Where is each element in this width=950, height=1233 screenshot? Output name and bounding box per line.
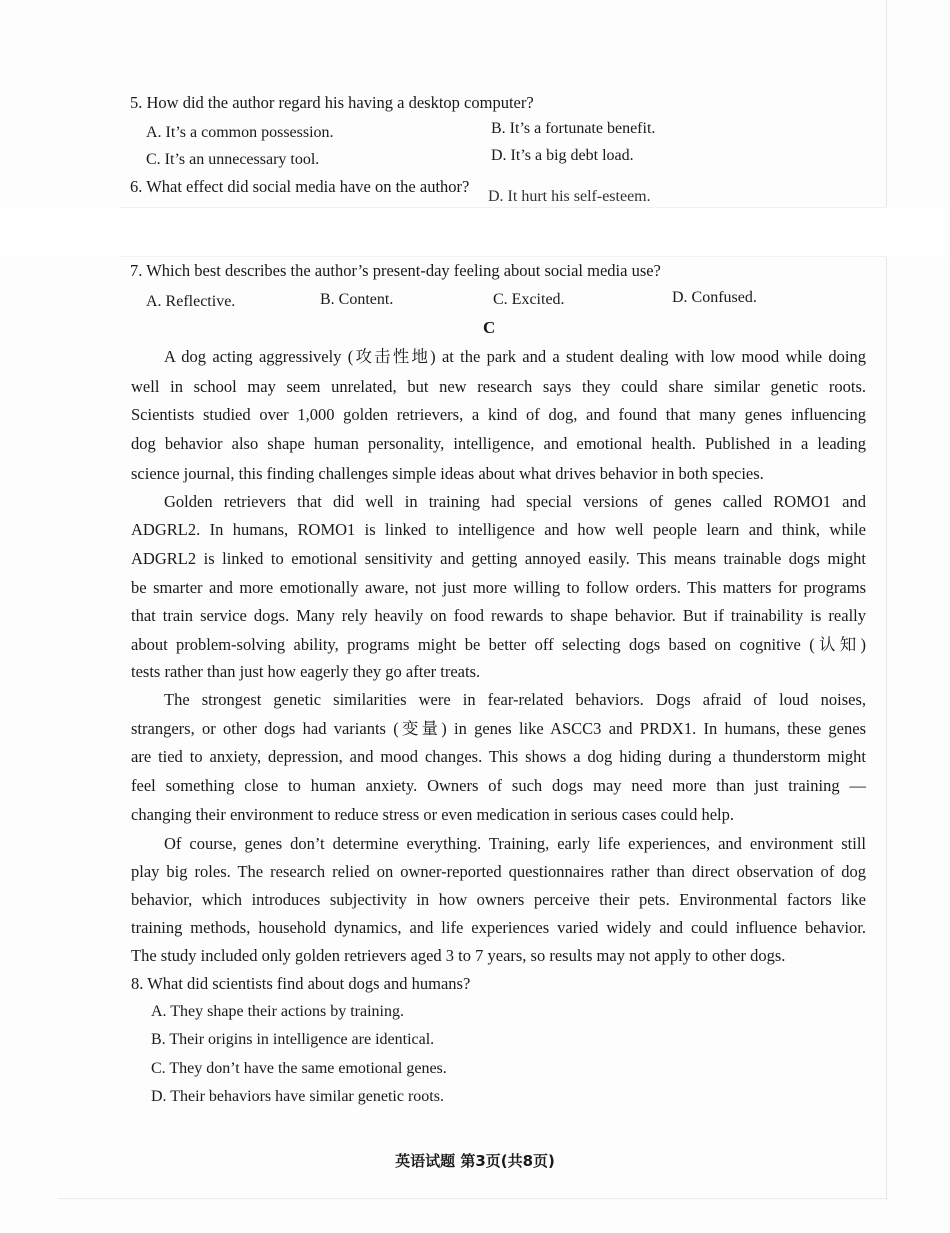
passage-line: be smarter and more emotionally aware, not just more willing to follow orders. This matters for programs [131,578,866,597]
q7-option-c: C. Excited. [493,291,565,308]
passage-line: Of course, genes don’t determine everything. Training, early life experiences, and environment still [164,834,866,853]
question-7: 7. Which best describes the author’s present-day feeling about social media use? [130,261,661,280]
passage-line: that train service dogs. Many rely heavily on food rewards to shape behavior. But if trainability is really [131,606,866,625]
fold-line-top [120,207,887,208]
passage-line: A dog acting aggressively (攻击性地) at the park and a student dealing with low mood while doing [164,347,866,366]
q7-option-a: A. Reflective. [146,293,236,310]
page-footer: 英语试题 第3页(共8页) [395,1152,555,1170]
q8-option-c: C. They don’t have the same emotional genes. [151,1060,447,1077]
passage-line: strangers, or other dogs had variants (变量) in genes like ASCC3 and PRDX1. In humans, these genes [131,719,866,738]
passage-line: about problem-solving ability, programs might be better off selecting dogs based on cognitive (认知) [131,635,866,654]
q7-option-d: D. Confused. [672,289,757,306]
passage-line: are tied to anxiety, depression, and mood changes. This shows a dog hiding during a thunderstorm might [131,747,866,766]
passage-line: ADGRL2 is linked to emotional sensitivity and getting annoyed easily. This means trainable dogs might [131,549,866,568]
passage-line: The strongest genetic similarities were in fear-related behaviors. Dogs afraid of loud noises, [164,690,866,709]
passage-line: ADGRL2. In humans, ROMO1 is linked to intelligence and how well people learn and think, while [131,520,866,539]
fold-line-bottom [120,256,887,257]
folded-band [0,207,950,257]
question-6: 6. What effect did social media have on the author? [130,177,470,196]
passage-line: Scientists studied over 1,000 golden retrievers, a kind of dog, and found that many genes influencing [131,405,866,424]
q5-option-d: D. It’s a big debt load. [491,147,634,164]
passage-line: dog behavior also shape human personality, intelligence, and emotional health. Published in a leading [131,434,866,453]
passage-line: Golden retrievers that did well in training had special versions of genes called ROMO1 and [164,492,866,511]
q6-cut-option-line [488,188,663,207]
page-edge-bottom [58,1198,888,1199]
q5-option-b: B. It’s a fortunate benefit. [491,120,656,137]
passage-line: behavior, which introduces subjectivity in how owners perceive their pets. Environmental factors like [131,890,866,909]
passage-line: training methods, household dynamics, and life experiences varied widely and could influence behavior. [131,918,866,937]
passage-line: tests rather than just how eagerly they go after treats. [131,662,481,681]
passage-line: The study included only golden retrievers aged 3 to 7 years, so results may not apply to other dogs. [131,946,786,965]
passage-line: feel something close to human anxiety. Owners of such dogs may need more than just training — [131,776,866,795]
q6-cut-option: D. It hurt his self-esteem. [488,188,651,205]
question-8: 8. What did scientists find about dogs and humans? [131,974,471,993]
q8-option-b: B. Their origins in intelligence are identical. [151,1031,435,1048]
q5-option-a: A. It’s a common possession. [146,124,334,141]
passage-line: play big roles. The research relied on owner-reported questionnaires rather than direct observation of dog [131,862,866,881]
q7-option-b: B. Content. [320,291,394,308]
q5-option-c: C. It’s an unnecessary tool. [146,151,320,168]
passage-line: changing their environment to reduce stress or even medication in serious cases could help. [131,805,734,824]
question-5: 5. How did the author regard his having a desktop computer? [130,93,534,112]
passage-line: science journal, this finding challenges simple ideas about what drives behavior in both species. [131,464,764,483]
page-edge-right [886,0,887,1200]
q8-option-a: A. They shape their actions by training. [151,1003,404,1020]
passage-line: well in school may seem unrelated, but new research says they could share similar genetic roots. [131,377,866,396]
q8-option-d: D. Their behaviors have similar genetic roots. [151,1088,444,1105]
passage-letter: C [483,318,496,337]
